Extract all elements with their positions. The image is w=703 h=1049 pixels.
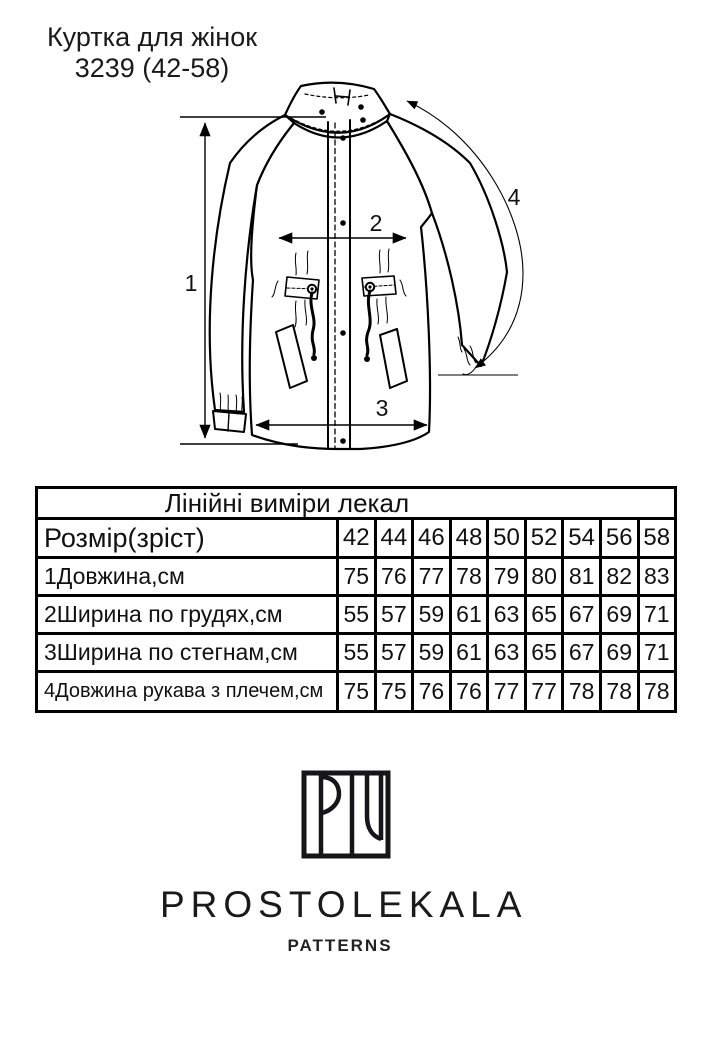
value-cell: 57 [374,635,412,670]
value-cell: 83 [637,559,675,594]
value-cell: 65 [524,635,562,670]
row-label: 3Ширина по стегнам,см [44,639,298,665]
row-label: Розмір(зріст) [44,522,205,553]
row-label: 2Ширина по грудях,см [44,601,283,627]
value-cell: 55 [336,597,374,632]
table-row-sizes [38,517,674,556]
size-cell: 54 [561,520,599,556]
table-row-hips [38,632,674,670]
value-cell: 79 [486,559,524,594]
size-cell: 56 [599,520,637,556]
value-cell: 75 [336,559,374,594]
value-cell: 77 [524,673,562,710]
value-cell: 59 [411,597,449,632]
table-row-chest [38,594,674,632]
value-cell: 78 [599,673,637,710]
title-line1: Куртка для жінок [46,22,258,52]
value-cell: 63 [486,597,524,632]
value-cell: 59 [411,635,449,670]
row-label: 4Довжина рукава з плечем,см [44,680,324,702]
value-cell: 65 [524,597,562,632]
value-cell: 82 [599,559,637,594]
brand-name: PROSTOLEKALA [160,884,528,925]
value-cell: 61 [449,635,487,670]
brand-subtitle: PATTERNS [287,936,393,955]
row-label: 1Довжина,см [44,563,185,589]
value-cell: 67 [561,597,599,632]
value-cell: 75 [336,673,374,710]
dim-label-3: 3 [375,395,389,421]
value-cell: 63 [486,635,524,670]
value-cell: 80 [524,559,562,594]
size-cell: 52 [524,520,562,556]
value-cell: 76 [411,673,449,710]
value-cell: 57 [374,597,412,632]
value-cell: 76 [374,559,412,594]
value-cell: 55 [336,635,374,670]
dim-label-2: 2 [369,210,383,236]
dim-label-4: 4 [507,184,521,210]
table-title: Лінійні виміри лекал [164,487,410,518]
size-cell: 44 [374,520,412,556]
value-cell: 76 [449,673,487,710]
jacket-collar [285,83,390,133]
value-cell: 69 [599,635,637,670]
value-cell: 78 [561,673,599,710]
value-cell: 67 [561,635,599,670]
table-row-sleeve [38,670,674,710]
value-cell: 75 [374,673,412,710]
size-cell: 48 [449,520,487,556]
dim-label-1: 1 [184,270,198,296]
size-cell: 50 [486,520,524,556]
jacket-technical-drawing [150,75,590,470]
table-row-length [38,556,674,594]
brand-logo-icon [299,768,393,861]
value-cell: 77 [486,673,524,710]
jacket-body [250,121,432,449]
size-cell: 46 [411,520,449,556]
value-cell: 69 [599,597,637,632]
value-cell: 78 [637,673,675,710]
measurements-table [35,486,677,713]
title-line2: 3239 (42-58) [74,53,230,83]
table-header-row [38,489,674,517]
value-cell: 78 [449,559,487,594]
value-cell: 71 [637,597,675,632]
value-cell: 71 [637,635,675,670]
size-cell: 58 [637,520,675,556]
value-cell: 77 [411,559,449,594]
value-cell: 61 [449,597,487,632]
size-cell: 42 [336,520,374,556]
value-cell: 81 [561,559,599,594]
